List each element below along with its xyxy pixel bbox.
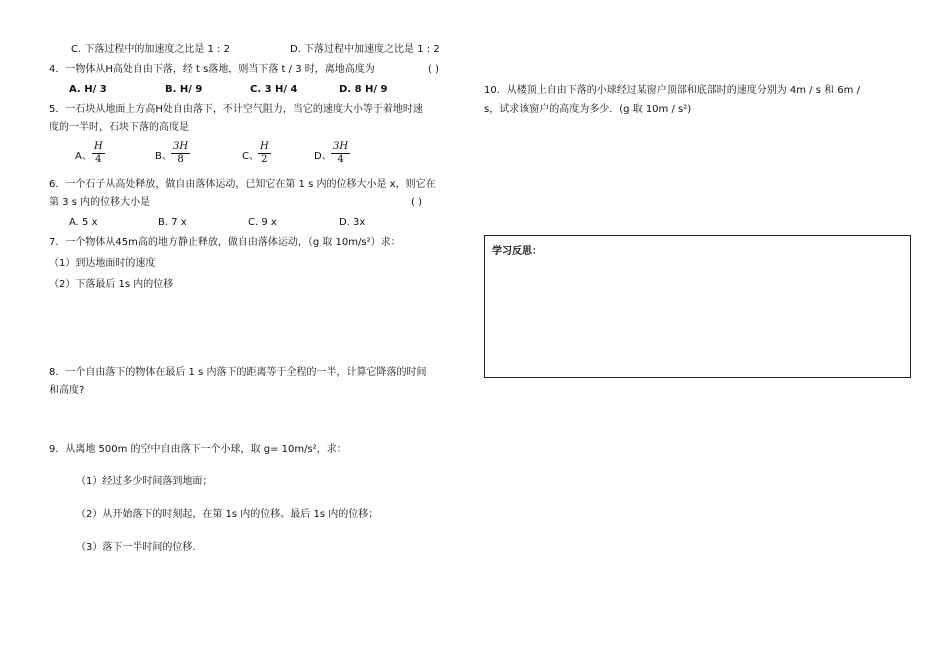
- q5-option-c-numerator: H: [260, 141, 269, 152]
- q9-stem: 9．从离地 500m 的空中自由落下一个小球，取 g= 10m/s²，求：: [49, 444, 347, 455]
- q5-line1: 5．一石块从地面上方高H处自由落下，不计空气阻力，当它的速度大小等于着地时速: [49, 104, 423, 115]
- q8-line1: 8．一个自由落下的物体在最后 1 s 内落下的距离等于全程的一半，计算它降落的时间: [49, 367, 427, 378]
- q5-option-c-fraction: [258, 141, 271, 166]
- q5-option-b-fraction: [171, 141, 190, 166]
- q6-option-c: C. 9 x: [248, 217, 277, 228]
- q4-option-d: D. 8 H/ 9: [339, 84, 388, 95]
- q7-sub2: （2）下落最后 1s 内的位移: [49, 279, 174, 290]
- q4-answer-paren: ( ): [428, 64, 439, 75]
- q3-option-c: C. 下落过程中的加速度之比是 1 : 2: [71, 44, 230, 55]
- q7-stem: 7．一个物体从45m高的地方静止释放，做自由落体运动，（g 取 10m/s²）求：: [49, 237, 401, 248]
- q5-line2: 度的一半时，石块下落的高度是: [49, 122, 189, 133]
- q5-option-d-fraction: [331, 141, 350, 166]
- q8-line2: 和高度?: [49, 385, 85, 396]
- q6-option-a: A. 5 x: [69, 217, 98, 228]
- q9-sub3: （3）落下一半时间的位移.: [76, 542, 196, 553]
- q5-option-d-label: D、: [314, 151, 332, 162]
- q4-stem: 4．一物体从H高处自由下落，经 t s落地，则当下落 t / 3 时，离地高度为: [49, 64, 375, 75]
- q4-option-a: A. H/ 3: [69, 84, 107, 95]
- reflection-title: 学习反思：: [492, 246, 542, 257]
- q9-sub1: （1）经过多少时间落到地面；: [76, 476, 213, 487]
- q5-option-a-denominator: 4: [95, 154, 102, 165]
- q5-option-b-denominator: 8: [177, 154, 184, 165]
- q5-option-c-denominator: 2: [261, 154, 268, 165]
- q5-option-b-numerator: 3H: [173, 141, 189, 152]
- q5-option-b-label: B、: [155, 151, 172, 162]
- q10-line2: s，试求该窗户的高度为多少．(g 取 10m / s²): [484, 104, 692, 115]
- q4-option-b: B. H/ 9: [165, 84, 203, 95]
- q6-answer-paren: ( ): [411, 197, 422, 208]
- reflection-box: [484, 235, 911, 378]
- q3-option-d: D. 下落过程中加速度之比是 1 : 2: [290, 44, 440, 55]
- q7-sub1: （1）到达地面时的速度: [49, 258, 156, 269]
- q5-option-a-numerator: H: [94, 141, 103, 152]
- q5-option-c-label: C、: [242, 151, 259, 162]
- q9-sub2: （2）从开始落下的时刻起，在第 1s 内的位移、最后 1s 内的位移；: [76, 509, 379, 520]
- q10-line1: 10．从楼顶上自由下落的小球经过某窗户顶部和底部时的速度分别为 4m / s 和 6m /: [484, 85, 860, 96]
- q5-option-d-denominator: 4: [337, 154, 344, 165]
- q5-option-d-numerator: 3H: [333, 141, 349, 152]
- q5-option-a-label: A、: [75, 151, 92, 162]
- q6-option-d: D. 3x: [339, 217, 366, 228]
- q5-option-a-fraction: [92, 141, 105, 166]
- q4-option-c: C. 3 H/ 4: [250, 84, 298, 95]
- q6-line2: 第 3 s 内的位移大小是: [49, 197, 151, 208]
- q6-option-b: B. 7 x: [158, 217, 187, 228]
- q6-line1: 6．一个石子从高处释放，做自由落体运动，已知它在第 1 s 内的位移大小是 x，则它在: [49, 179, 436, 190]
